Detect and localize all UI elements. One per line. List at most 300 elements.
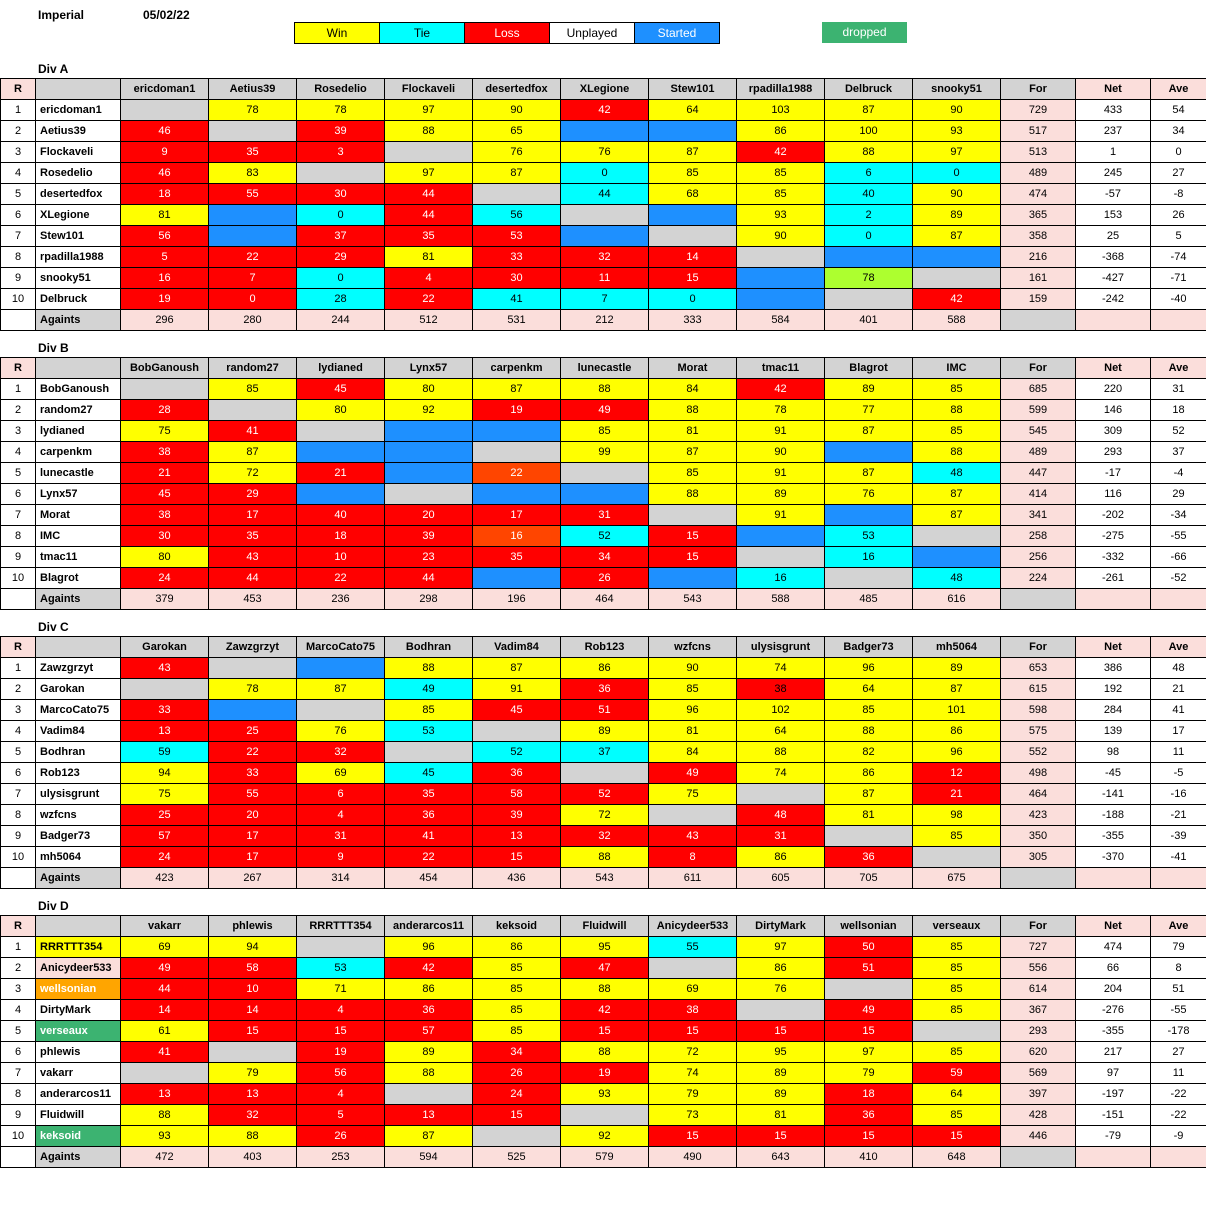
for-cell[interactable]: 446	[1001, 1126, 1076, 1147]
win-cell[interactable]: 76	[825, 484, 913, 505]
self-cell[interactable]	[297, 163, 385, 184]
loss-cell[interactable]: 32	[561, 247, 649, 268]
rank-cell[interactable]: 3	[1, 979, 36, 1000]
net-column-header[interactable]: Net	[1076, 79, 1151, 100]
self-cell[interactable]	[825, 289, 913, 310]
loss-cell[interactable]: 35	[209, 526, 297, 547]
loss-cell[interactable]: 45	[297, 379, 385, 400]
win-cell[interactable]: 91	[737, 505, 825, 526]
loss-cell[interactable]: 53	[473, 226, 561, 247]
self-cell[interactable]	[825, 568, 913, 589]
loss-cell[interactable]: 37	[297, 226, 385, 247]
for-cell[interactable]: 216	[1001, 247, 1076, 268]
tie-cell[interactable]: 7	[561, 289, 649, 310]
rank-cell[interactable]: 5	[1, 1021, 36, 1042]
win-cell[interactable]: 64	[649, 100, 737, 121]
loss-cell[interactable]: 14	[209, 1000, 297, 1021]
column-header-Vadim84[interactable]: Vadim84	[473, 637, 561, 658]
self-cell[interactable]	[649, 958, 737, 979]
rank-cell[interactable]: 10	[1, 847, 36, 868]
loss-cell[interactable]: 42	[385, 958, 473, 979]
loss-cell[interactable]: 43	[209, 547, 297, 568]
ave-cell[interactable]: 26	[1151, 205, 1206, 226]
for-cell[interactable]: 423	[1001, 805, 1076, 826]
loss-cell[interactable]: 23	[385, 547, 473, 568]
loss-cell[interactable]: 13	[209, 1084, 297, 1105]
row-label-Delbruck[interactable]: Delbruck	[36, 289, 121, 310]
column-header-lunecastle[interactable]: lunecastle	[561, 358, 649, 379]
started-cell[interactable]	[649, 568, 737, 589]
row-label-anderarcos11[interactable]: anderarcos11	[36, 1084, 121, 1105]
win-cell[interactable]: 90	[649, 658, 737, 679]
tie-cell[interactable]: 16	[825, 547, 913, 568]
net-cell[interactable]: -276	[1076, 1000, 1151, 1021]
againts-value-cell[interactable]: 314	[297, 868, 385, 889]
column-header-Badger73[interactable]: Badger73	[825, 637, 913, 658]
net-cell[interactable]: -202	[1076, 505, 1151, 526]
net-cell[interactable]: 245	[1076, 163, 1151, 184]
win-cell[interactable]: 97	[737, 937, 825, 958]
win-cell[interactable]: 87	[385, 1126, 473, 1147]
loss-cell[interactable]: 13	[121, 721, 209, 742]
for-cell[interactable]: 358	[1001, 226, 1076, 247]
row-label-lunecastle[interactable]: lunecastle	[36, 463, 121, 484]
rank-cell[interactable]: 2	[1, 121, 36, 142]
win-cell[interactable]: 75	[121, 784, 209, 805]
win-cell[interactable]: 72	[209, 463, 297, 484]
net-cell[interactable]: 474	[1076, 937, 1151, 958]
loss-cell[interactable]: 4	[297, 1000, 385, 1021]
row-label-Vadim84[interactable]: Vadim84	[36, 721, 121, 742]
againts-net-cell[interactable]	[1076, 1147, 1151, 1168]
column-header-desertedfox[interactable]: desertedfox	[473, 79, 561, 100]
loss-cell[interactable]: 8	[649, 847, 737, 868]
win-cell[interactable]: 89	[737, 1063, 825, 1084]
loss-cell[interactable]: 15	[473, 1105, 561, 1126]
win-cell[interactable]: 99	[561, 442, 649, 463]
againts-value-cell[interactable]: 584	[737, 310, 825, 331]
againts-value-cell[interactable]: 594	[385, 1147, 473, 1168]
loss-cell[interactable]: 26	[561, 568, 649, 589]
loss-cell[interactable]: 35	[473, 547, 561, 568]
ave-cell[interactable]: 27	[1151, 1042, 1206, 1063]
loss-cell[interactable]: 17	[209, 847, 297, 868]
started-cell[interactable]	[649, 205, 737, 226]
loss-cell[interactable]: 5	[121, 247, 209, 268]
loss-cell[interactable]: 32	[561, 826, 649, 847]
loss-cell[interactable]: 42	[561, 1000, 649, 1021]
loss-cell[interactable]: 15	[561, 1021, 649, 1042]
column-header-vakarr[interactable]: vakarr	[121, 916, 209, 937]
againts-value-cell[interactable]: 253	[297, 1147, 385, 1168]
column-header-IMC[interactable]: IMC	[913, 358, 1001, 379]
loss-cell[interactable]: 44	[385, 184, 473, 205]
net-cell[interactable]: -141	[1076, 784, 1151, 805]
rank-column-header[interactable]: R	[1, 637, 36, 658]
win-cell[interactable]: 96	[825, 658, 913, 679]
loss-cell[interactable]: 32	[209, 1105, 297, 1126]
loss-cell[interactable]: 15	[473, 847, 561, 868]
win-cell[interactable]: 93	[913, 121, 1001, 142]
againts-ave-cell[interactable]	[1151, 589, 1206, 610]
rank-cell[interactable]: 5	[1, 463, 36, 484]
loss-cell[interactable]: 15	[737, 1021, 825, 1042]
column-header-ulysisgrunt[interactable]: ulysisgrunt	[737, 637, 825, 658]
row-label-RRRTTT354[interactable]: RRRTTT354	[36, 937, 121, 958]
column-header-rpadilla1988[interactable]: rpadilla1988	[737, 79, 825, 100]
loss-cell[interactable]: 45	[121, 484, 209, 505]
rank-cell[interactable]: 8	[1, 1084, 36, 1105]
self-cell[interactable]	[121, 1063, 209, 1084]
againts-rank-cell[interactable]	[1, 868, 36, 889]
for-cell[interactable]: 653	[1001, 658, 1076, 679]
ave-cell[interactable]: -22	[1151, 1105, 1206, 1126]
rank-cell[interactable]: 9	[1, 547, 36, 568]
loss-cell[interactable]: 42	[737, 379, 825, 400]
column-header-anderarcos11[interactable]: anderarcos11	[385, 916, 473, 937]
againts-value-cell[interactable]: 543	[561, 868, 649, 889]
self-cell[interactable]	[561, 205, 649, 226]
row-label-lydianed[interactable]: lydianed	[36, 421, 121, 442]
tie-cell[interactable]: 48	[913, 568, 1001, 589]
win-cell[interactable]: 96	[649, 700, 737, 721]
loss-cell[interactable]: 15	[825, 1021, 913, 1042]
win-cell[interactable]: 65	[473, 121, 561, 142]
loss-cell[interactable]: 49	[121, 958, 209, 979]
win-cell[interactable]: 87	[913, 679, 1001, 700]
win-cell[interactable]: 85	[473, 1021, 561, 1042]
win-cell[interactable]: 84	[649, 379, 737, 400]
win-cell[interactable]: 89	[913, 205, 1001, 226]
rank-column-header[interactable]: R	[1, 358, 36, 379]
ave-cell[interactable]: -5	[1151, 763, 1206, 784]
againts-value-cell[interactable]: 643	[737, 1147, 825, 1168]
win-cell[interactable]: 73	[649, 1105, 737, 1126]
win-cell[interactable]: 72	[561, 805, 649, 826]
win-cell[interactable]: 97	[385, 100, 473, 121]
loss-cell[interactable]: 20	[385, 505, 473, 526]
rank-cell[interactable]: 8	[1, 526, 36, 547]
row-label-wellsonian[interactable]: wellsonian	[36, 979, 121, 1000]
loss-cell[interactable]: 44	[385, 205, 473, 226]
loss-cell[interactable]: 43	[121, 658, 209, 679]
rank-cell[interactable]: 2	[1, 958, 36, 979]
started-cell[interactable]	[825, 247, 913, 268]
win-cell[interactable]: 85	[737, 184, 825, 205]
net-cell[interactable]: -188	[1076, 805, 1151, 826]
againts-net-cell[interactable]	[1076, 310, 1151, 331]
started-cell[interactable]	[737, 268, 825, 289]
win-cell[interactable]: 71	[297, 979, 385, 1000]
started-cell[interactable]	[825, 505, 913, 526]
ave-cell[interactable]: 31	[1151, 379, 1206, 400]
win-cell[interactable]: 100	[825, 121, 913, 142]
row-label-mh5064[interactable]: mh5064	[36, 847, 121, 868]
ave-column-header[interactable]: Ave	[1151, 916, 1206, 937]
started-cell[interactable]	[737, 289, 825, 310]
loss-cell[interactable]: 30	[473, 268, 561, 289]
win-cell[interactable]: 81	[825, 805, 913, 826]
net-cell[interactable]: -57	[1076, 184, 1151, 205]
againts-label[interactable]: Againts	[36, 589, 121, 610]
rank-cell[interactable]: 6	[1, 763, 36, 784]
for-cell[interactable]: 414	[1001, 484, 1076, 505]
loss-cell[interactable]: 16	[121, 268, 209, 289]
loss-cell[interactable]: 41	[121, 1042, 209, 1063]
self-cell[interactable]	[913, 847, 1001, 868]
againts-value-cell[interactable]: 490	[649, 1147, 737, 1168]
rank-cell[interactable]: 2	[1, 679, 36, 700]
loss-cell[interactable]: 36	[385, 1000, 473, 1021]
row-label-ericdoman1[interactable]: ericdoman1	[36, 100, 121, 121]
self-cell[interactable]	[473, 442, 561, 463]
started-cell[interactable]	[473, 421, 561, 442]
for-cell[interactable]: 598	[1001, 700, 1076, 721]
row-label-Morat[interactable]: Morat	[36, 505, 121, 526]
row-label-Rob123[interactable]: Rob123	[36, 763, 121, 784]
ave-cell[interactable]: -52	[1151, 568, 1206, 589]
net-cell[interactable]: -151	[1076, 1105, 1151, 1126]
loss-cell[interactable]: 22	[385, 289, 473, 310]
net-cell[interactable]: -242	[1076, 289, 1151, 310]
win-cell[interactable]: 81	[737, 1105, 825, 1126]
loss-cell[interactable]: 10	[297, 547, 385, 568]
column-header-keksoid[interactable]: keksoid	[473, 916, 561, 937]
ave-cell[interactable]: 51	[1151, 979, 1206, 1000]
win-cell[interactable]: 90	[737, 226, 825, 247]
win-cell[interactable]: 85	[649, 463, 737, 484]
ave-cell[interactable]: 79	[1151, 937, 1206, 958]
tie-cell[interactable]: 53	[825, 526, 913, 547]
self-cell[interactable]	[385, 742, 473, 763]
win-cell[interactable]: 89	[913, 658, 1001, 679]
loss-cell[interactable]: 36	[473, 763, 561, 784]
loss-cell[interactable]: 22	[209, 742, 297, 763]
tie-cell[interactable]: 0	[913, 163, 1001, 184]
for-cell[interactable]: 341	[1001, 505, 1076, 526]
win-cell[interactable]: 93	[561, 1084, 649, 1105]
loss-cell[interactable]: 9	[297, 847, 385, 868]
rank-column-header[interactable]: R	[1, 916, 36, 937]
net-cell[interactable]: 204	[1076, 979, 1151, 1000]
tie-cell[interactable]: 0	[825, 226, 913, 247]
rank-cell[interactable]: 10	[1, 289, 36, 310]
player-name-column-header[interactable]	[36, 916, 121, 937]
win-cell[interactable]: 85	[473, 979, 561, 1000]
loss-cell[interactable]: 15	[209, 1021, 297, 1042]
loss-cell[interactable]: 15	[649, 1126, 737, 1147]
net-cell[interactable]: 97	[1076, 1063, 1151, 1084]
win-cell[interactable]: 88	[649, 400, 737, 421]
net-cell[interactable]: 192	[1076, 679, 1151, 700]
win-cell[interactable]: 87	[473, 658, 561, 679]
loss-cell[interactable]: 22	[385, 847, 473, 868]
loss-cell[interactable]: 42	[561, 100, 649, 121]
win-cell[interactable]: 91	[473, 679, 561, 700]
loss-cell[interactable]: 24	[473, 1084, 561, 1105]
loss-cell[interactable]: 24	[121, 847, 209, 868]
ave-cell[interactable]: -55	[1151, 1000, 1206, 1021]
for-cell[interactable]: 293	[1001, 1021, 1076, 1042]
self-cell[interactable]	[297, 421, 385, 442]
loss-cell[interactable]: 48	[737, 805, 825, 826]
started-cell[interactable]	[209, 205, 297, 226]
loss-cell[interactable]: 49	[561, 400, 649, 421]
win-cell[interactable]: 92	[561, 1126, 649, 1147]
ave-cell[interactable]: -74	[1151, 247, 1206, 268]
loss-cell[interactable]: 19	[121, 289, 209, 310]
againts-value-cell[interactable]: 605	[737, 868, 825, 889]
win-cell[interactable]: 82	[825, 742, 913, 763]
loss-cell[interactable]: 56	[297, 1063, 385, 1084]
win-cell[interactable]: 76	[297, 721, 385, 742]
againts-for-cell[interactable]	[1001, 310, 1076, 331]
for-column-header[interactable]: For	[1001, 637, 1076, 658]
loss-cell[interactable]: 42	[737, 142, 825, 163]
win-cell[interactable]: 83	[209, 163, 297, 184]
for-cell[interactable]: 620	[1001, 1042, 1076, 1063]
loss-cell[interactable]: 44	[385, 568, 473, 589]
net-cell[interactable]: 293	[1076, 442, 1151, 463]
loss-cell[interactable]: 3	[297, 142, 385, 163]
loss-cell[interactable]: 0	[209, 289, 297, 310]
started-cell[interactable]	[209, 226, 297, 247]
win-cell[interactable]: 85	[913, 1042, 1001, 1063]
win-cell[interactable]: 86	[385, 979, 473, 1000]
againts-net-cell[interactable]	[1076, 868, 1151, 889]
againts-value-cell[interactable]: 298	[385, 589, 473, 610]
win-cell[interactable]: 75	[649, 784, 737, 805]
column-header-MarcoCato75[interactable]: MarcoCato75	[297, 637, 385, 658]
column-header-wellsonian[interactable]: wellsonian	[825, 916, 913, 937]
column-header-snooky51[interactable]: snooky51	[913, 79, 1001, 100]
win-cell[interactable]: 78	[737, 400, 825, 421]
loss-cell[interactable]: 21	[121, 463, 209, 484]
win-cell[interactable]: 86	[913, 721, 1001, 742]
for-cell[interactable]: 447	[1001, 463, 1076, 484]
self-cell[interactable]	[737, 784, 825, 805]
loss-cell[interactable]: 57	[121, 826, 209, 847]
win-cell[interactable]: 86	[561, 658, 649, 679]
loss-cell[interactable]: 40	[297, 505, 385, 526]
self-cell[interactable]	[473, 1126, 561, 1147]
for-cell[interactable]: 615	[1001, 679, 1076, 700]
againts-value-cell[interactable]: 236	[297, 589, 385, 610]
win-cell[interactable]: 85	[913, 1105, 1001, 1126]
started-cell[interactable]	[473, 568, 561, 589]
win-cell[interactable]: 87	[825, 463, 913, 484]
started-cell[interactable]	[561, 484, 649, 505]
loss-cell[interactable]: 36	[561, 679, 649, 700]
self-cell[interactable]	[209, 121, 297, 142]
againts-for-cell[interactable]	[1001, 1147, 1076, 1168]
loss-cell[interactable]: 55	[209, 784, 297, 805]
win-cell[interactable]: 79	[649, 1084, 737, 1105]
win-cell[interactable]: 88	[913, 400, 1001, 421]
againts-value-cell[interactable]: 512	[385, 310, 473, 331]
win-cell[interactable]: 93	[737, 205, 825, 226]
rank-cell[interactable]: 7	[1, 505, 36, 526]
loss-cell[interactable]: 6	[297, 784, 385, 805]
againts-value-cell[interactable]: 196	[473, 589, 561, 610]
for-cell[interactable]: 367	[1001, 1000, 1076, 1021]
win-cell[interactable]: 86	[737, 847, 825, 868]
win-cell[interactable]: 86	[825, 763, 913, 784]
win-cell[interactable]: 94	[209, 937, 297, 958]
ave-cell[interactable]: 37	[1151, 442, 1206, 463]
loss-cell[interactable]: 19	[297, 1042, 385, 1063]
loss-cell[interactable]: 26	[473, 1063, 561, 1084]
win-cell[interactable]: 87	[473, 379, 561, 400]
win-cell[interactable]: 89	[561, 721, 649, 742]
againts-value-cell[interactable]: 454	[385, 868, 473, 889]
started-cell[interactable]	[297, 484, 385, 505]
ave-cell[interactable]: 17	[1151, 721, 1206, 742]
loss-cell[interactable]: 45	[473, 700, 561, 721]
rank-cell[interactable]: 1	[1, 937, 36, 958]
row-label-MarcoCato75[interactable]: MarcoCato75	[36, 700, 121, 721]
win-cell[interactable]: 91	[737, 421, 825, 442]
win-cell[interactable]: 85	[473, 958, 561, 979]
loss-cell[interactable]: 13	[473, 826, 561, 847]
win-cell[interactable]: 96	[913, 742, 1001, 763]
win-cell[interactable]: 85	[913, 958, 1001, 979]
loss-cell[interactable]: 19	[473, 400, 561, 421]
againts-rank-cell[interactable]	[1, 310, 36, 331]
loss-cell[interactable]: 38	[737, 679, 825, 700]
win-cell[interactable]: 90	[473, 100, 561, 121]
againts-value-cell[interactable]: 410	[825, 1147, 913, 1168]
againts-net-cell[interactable]	[1076, 589, 1151, 610]
win-cell[interactable]: 97	[825, 1042, 913, 1063]
win-cell[interactable]: 85	[913, 379, 1001, 400]
self-cell[interactable]	[737, 547, 825, 568]
ave-cell[interactable]: -34	[1151, 505, 1206, 526]
againts-value-cell[interactable]: 588	[913, 310, 1001, 331]
ave-column-header[interactable]: Ave	[1151, 637, 1206, 658]
loss-cell[interactable]: 11	[561, 268, 649, 289]
self-cell[interactable]	[649, 226, 737, 247]
loss-cell[interactable]: 35	[209, 142, 297, 163]
net-cell[interactable]: -197	[1076, 1084, 1151, 1105]
win-cell[interactable]: 96	[385, 937, 473, 958]
net-cell[interactable]: -275	[1076, 526, 1151, 547]
win-cell[interactable]: 92	[385, 400, 473, 421]
net-cell[interactable]: -332	[1076, 547, 1151, 568]
loss-cell[interactable]: 7	[209, 268, 297, 289]
win-cell[interactable]: 74	[737, 763, 825, 784]
rank-cell[interactable]: 9	[1, 268, 36, 289]
player-name-column-header[interactable]	[36, 358, 121, 379]
net-cell[interactable]: -17	[1076, 463, 1151, 484]
orange-loss-cell[interactable]: 16	[473, 526, 561, 547]
win-cell[interactable]: 85	[913, 826, 1001, 847]
net-cell[interactable]: -79	[1076, 1126, 1151, 1147]
column-header-verseaux[interactable]: verseaux	[913, 916, 1001, 937]
win-cell[interactable]: 80	[121, 547, 209, 568]
againts-value-cell[interactable]: 485	[825, 589, 913, 610]
againts-value-cell[interactable]: 296	[121, 310, 209, 331]
ave-cell[interactable]: 34	[1151, 121, 1206, 142]
row-label-Zawzgrzyt[interactable]: Zawzgrzyt	[36, 658, 121, 679]
loss-cell[interactable]: 58	[209, 958, 297, 979]
tie-cell[interactable]: 44	[561, 184, 649, 205]
loss-cell[interactable]: 44	[121, 979, 209, 1000]
for-cell[interactable]: 569	[1001, 1063, 1076, 1084]
row-label-Badger73[interactable]: Badger73	[36, 826, 121, 847]
row-label-wzfcns[interactable]: wzfcns	[36, 805, 121, 826]
ave-cell[interactable]: 11	[1151, 742, 1206, 763]
